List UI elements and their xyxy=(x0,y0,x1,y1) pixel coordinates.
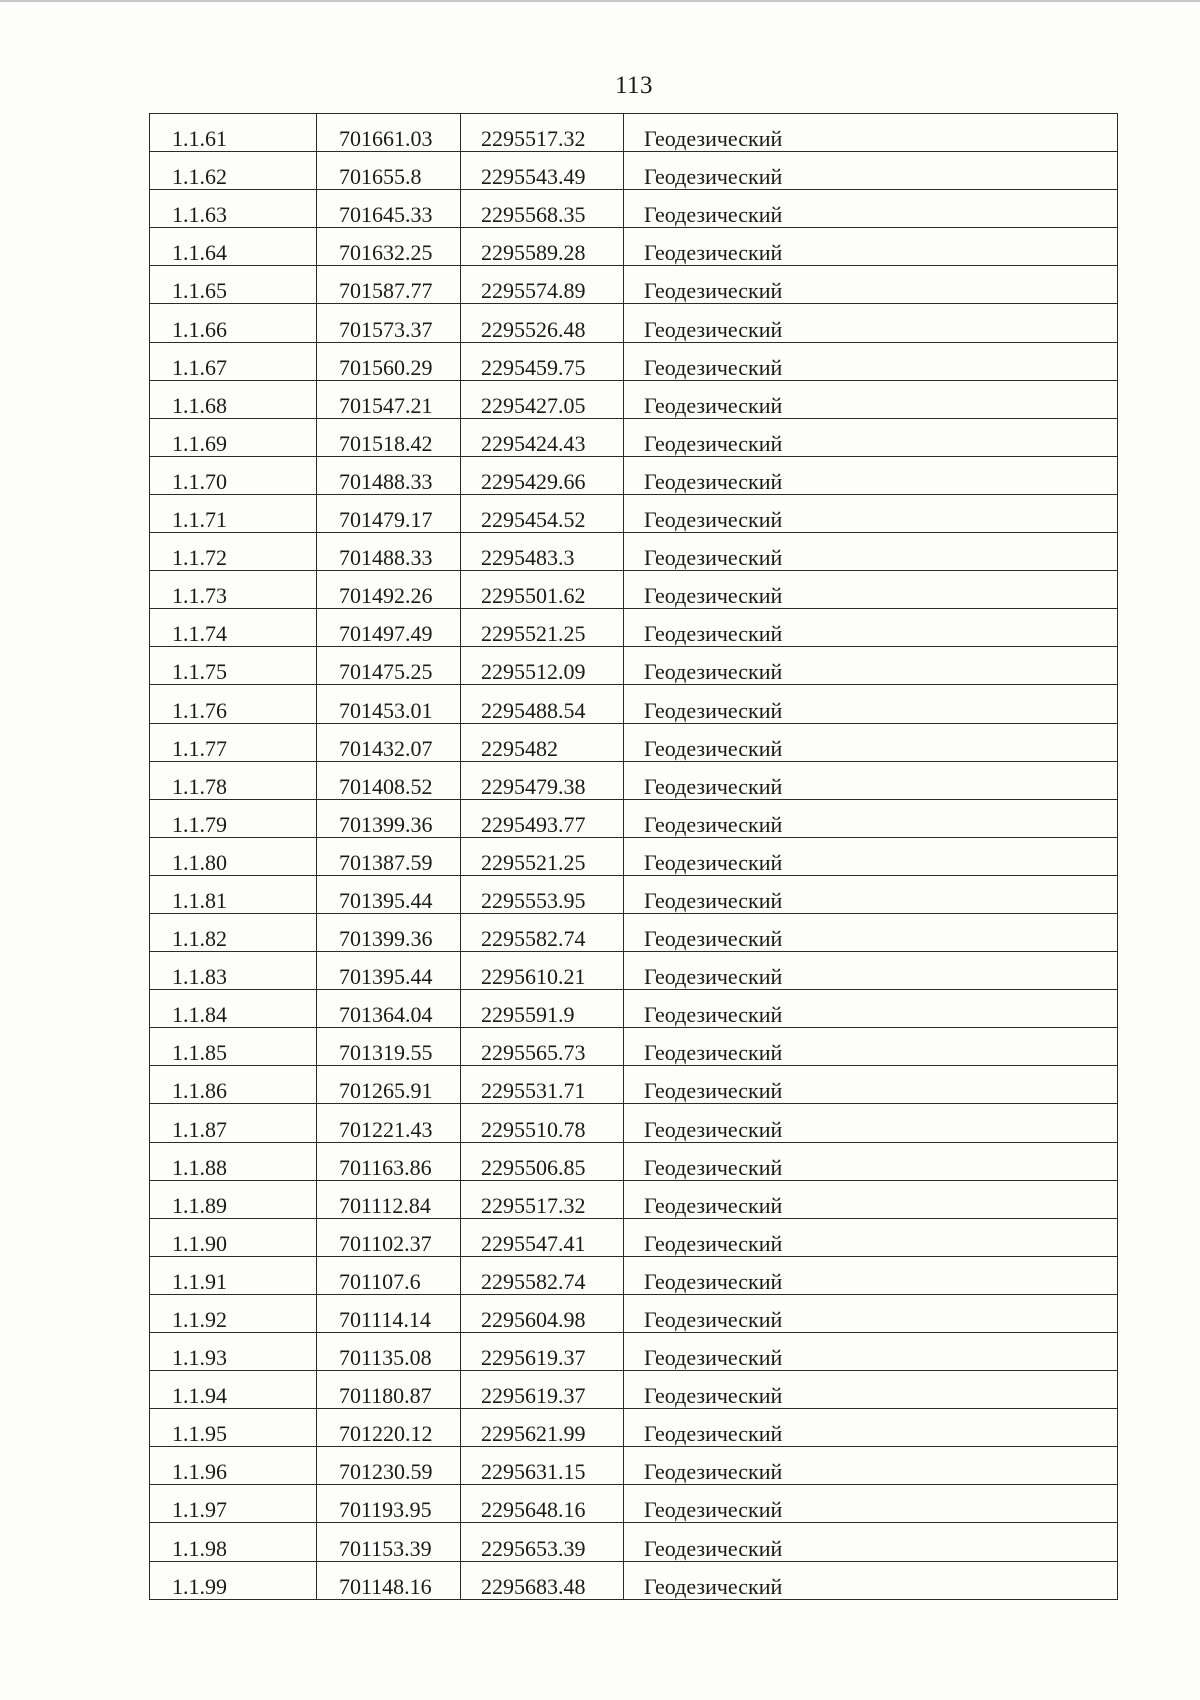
point-type-cell: Геодезический xyxy=(624,1218,1118,1256)
point-type-cell: Геодезический xyxy=(624,761,1118,799)
x-coordinate-cell: 701220.12 xyxy=(317,1409,461,1447)
point-number-cell: 1.1.66 xyxy=(150,304,317,342)
point-number-cell: 1.1.75 xyxy=(150,647,317,685)
x-coordinate-cell: 701114.14 xyxy=(317,1294,461,1332)
point-number-cell: 1.1.61 xyxy=(150,114,317,152)
point-type-cell: Геодезический xyxy=(624,190,1118,228)
x-coordinate-cell: 701319.55 xyxy=(317,1028,461,1066)
point-type-cell: Геодезический xyxy=(624,685,1118,723)
point-number-cell: 1.1.85 xyxy=(150,1028,317,1066)
y-coordinate-cell: 2295512.09 xyxy=(461,647,624,685)
y-coordinate-cell: 2295521.25 xyxy=(461,609,624,647)
y-coordinate-cell: 2295619.37 xyxy=(461,1371,624,1409)
point-type-cell: Геодезический xyxy=(624,1333,1118,1371)
x-coordinate-cell: 701230.59 xyxy=(317,1447,461,1485)
y-coordinate-cell: 2295501.62 xyxy=(461,571,624,609)
point-number-cell: 1.1.95 xyxy=(150,1409,317,1447)
table-row xyxy=(150,761,1118,799)
x-coordinate-cell: 701221.43 xyxy=(317,1104,461,1142)
point-type-cell: Геодезический xyxy=(624,1409,1118,1447)
x-coordinate-cell: 701107.6 xyxy=(317,1256,461,1294)
point-number-cell: 1.1.72 xyxy=(150,533,317,571)
point-type-cell: Геодезический xyxy=(624,380,1118,418)
x-coordinate-cell: 701632.25 xyxy=(317,228,461,266)
y-coordinate-cell: 2295547.41 xyxy=(461,1218,624,1256)
point-number-cell: 1.1.84 xyxy=(150,990,317,1028)
y-coordinate-cell: 2295574.89 xyxy=(461,266,624,304)
x-coordinate-cell: 701102.37 xyxy=(317,1218,461,1256)
page-number: 113 xyxy=(614,72,654,99)
point-number-cell: 1.1.97 xyxy=(150,1485,317,1523)
x-coordinate-cell: 701408.52 xyxy=(317,761,461,799)
table-row xyxy=(150,875,1118,913)
x-coordinate-cell: 701518.42 xyxy=(317,418,461,456)
point-number-cell: 1.1.77 xyxy=(150,723,317,761)
y-coordinate-cell: 2295521.25 xyxy=(461,837,624,875)
table-row xyxy=(150,1104,1118,1142)
point-type-cell: Геодезический xyxy=(624,533,1118,571)
x-coordinate-cell: 701399.36 xyxy=(317,913,461,951)
table-row xyxy=(150,685,1118,723)
point-number-cell: 1.1.87 xyxy=(150,1104,317,1142)
point-type-cell: Геодезический xyxy=(624,114,1118,152)
table-row xyxy=(150,990,1118,1028)
table-row xyxy=(150,1218,1118,1256)
point-number-cell: 1.1.86 xyxy=(150,1066,317,1104)
point-number-cell: 1.1.70 xyxy=(150,456,317,494)
point-number-cell: 1.1.80 xyxy=(150,837,317,875)
table-row xyxy=(150,190,1118,228)
point-number-cell: 1.1.62 xyxy=(150,152,317,190)
y-coordinate-cell: 2295591.9 xyxy=(461,990,624,1028)
point-number-cell: 1.1.90 xyxy=(150,1218,317,1256)
table-row xyxy=(150,456,1118,494)
table-row xyxy=(150,913,1118,951)
y-coordinate-cell: 2295517.32 xyxy=(461,1180,624,1218)
table-row xyxy=(150,1180,1118,1218)
point-type-cell: Геодезический xyxy=(624,456,1118,494)
coordinates-table-body xyxy=(150,114,1118,1600)
point-type-cell: Геодезический xyxy=(624,152,1118,190)
point-type-cell: Геодезический xyxy=(624,1294,1118,1332)
x-coordinate-cell: 701587.77 xyxy=(317,266,461,304)
table-row xyxy=(150,533,1118,571)
x-coordinate-cell: 701153.39 xyxy=(317,1523,461,1561)
table-row xyxy=(150,571,1118,609)
y-coordinate-cell: 2295568.35 xyxy=(461,190,624,228)
x-coordinate-cell: 701475.25 xyxy=(317,647,461,685)
y-coordinate-cell: 2295553.95 xyxy=(461,875,624,913)
point-number-cell: 1.1.78 xyxy=(150,761,317,799)
y-coordinate-cell: 2295683.48 xyxy=(461,1561,624,1599)
point-number-cell: 1.1.79 xyxy=(150,799,317,837)
y-coordinate-cell: 2295604.98 xyxy=(461,1294,624,1332)
table-row xyxy=(150,1142,1118,1180)
y-coordinate-cell: 2295653.39 xyxy=(461,1523,624,1561)
y-coordinate-cell: 2295531.71 xyxy=(461,1066,624,1104)
point-number-cell: 1.1.94 xyxy=(150,1371,317,1409)
point-type-cell: Геодезический xyxy=(624,723,1118,761)
point-number-cell: 1.1.71 xyxy=(150,494,317,532)
table-row xyxy=(150,837,1118,875)
point-type-cell: Геодезический xyxy=(624,1485,1118,1523)
table-row xyxy=(150,1028,1118,1066)
y-coordinate-cell: 2295483.3 xyxy=(461,533,624,571)
point-type-cell: Геодезический xyxy=(624,304,1118,342)
y-coordinate-cell: 2295493.77 xyxy=(461,799,624,837)
x-coordinate-cell: 701399.36 xyxy=(317,799,461,837)
point-number-cell: 1.1.83 xyxy=(150,952,317,990)
point-type-cell: Геодезический xyxy=(624,1523,1118,1561)
point-number-cell: 1.1.64 xyxy=(150,228,317,266)
table-row xyxy=(150,342,1118,380)
table-row xyxy=(150,1561,1118,1599)
point-number-cell: 1.1.67 xyxy=(150,342,317,380)
x-coordinate-cell: 701432.07 xyxy=(317,723,461,761)
point-type-cell: Геодезический xyxy=(624,1104,1118,1142)
point-type-cell: Геодезический xyxy=(624,799,1118,837)
x-coordinate-cell: 701479.17 xyxy=(317,494,461,532)
table-row xyxy=(150,609,1118,647)
y-coordinate-cell: 2295517.32 xyxy=(461,114,624,152)
table-row xyxy=(150,494,1118,532)
point-number-cell: 1.1.74 xyxy=(150,609,317,647)
table-row xyxy=(150,266,1118,304)
table-row xyxy=(150,114,1118,152)
point-number-cell: 1.1.92 xyxy=(150,1294,317,1332)
x-coordinate-cell: 701645.33 xyxy=(317,190,461,228)
point-number-cell: 1.1.69 xyxy=(150,418,317,456)
x-coordinate-cell: 701148.16 xyxy=(317,1561,461,1599)
point-number-cell: 1.1.99 xyxy=(150,1561,317,1599)
point-type-cell: Геодезический xyxy=(624,837,1118,875)
x-coordinate-cell: 701453.01 xyxy=(317,685,461,723)
table-row xyxy=(150,799,1118,837)
point-type-cell: Геодезический xyxy=(624,1066,1118,1104)
x-coordinate-cell: 701573.37 xyxy=(317,304,461,342)
y-coordinate-cell: 2295610.21 xyxy=(461,952,624,990)
point-type-cell: Геодезический xyxy=(624,1447,1118,1485)
point-type-cell: Геодезический xyxy=(624,1180,1118,1218)
point-number-cell: 1.1.76 xyxy=(150,685,317,723)
x-coordinate-cell: 701180.87 xyxy=(317,1371,461,1409)
x-coordinate-cell: 701560.29 xyxy=(317,342,461,380)
x-coordinate-cell: 701488.33 xyxy=(317,456,461,494)
table-row xyxy=(150,304,1118,342)
point-type-cell: Геодезический xyxy=(624,952,1118,990)
point-type-cell: Геодезический xyxy=(624,571,1118,609)
point-type-cell: Геодезический xyxy=(624,418,1118,456)
y-coordinate-cell: 2295459.75 xyxy=(461,342,624,380)
point-number-cell: 1.1.73 xyxy=(150,571,317,609)
x-coordinate-cell: 701395.44 xyxy=(317,952,461,990)
point-number-cell: 1.1.98 xyxy=(150,1523,317,1561)
y-coordinate-cell: 2295482 xyxy=(461,723,624,761)
point-number-cell: 1.1.96 xyxy=(150,1447,317,1485)
table-row xyxy=(150,1333,1118,1371)
y-coordinate-cell: 2295619.37 xyxy=(461,1333,624,1371)
point-type-cell: Геодезический xyxy=(624,913,1118,951)
table-row xyxy=(150,647,1118,685)
y-coordinate-cell: 2295429.66 xyxy=(461,456,624,494)
point-number-cell: 1.1.89 xyxy=(150,1180,317,1218)
table-row xyxy=(150,1523,1118,1561)
x-coordinate-cell: 701265.91 xyxy=(317,1066,461,1104)
y-coordinate-cell: 2295582.74 xyxy=(461,1256,624,1294)
y-coordinate-cell: 2295488.54 xyxy=(461,685,624,723)
y-coordinate-cell: 2295510.78 xyxy=(461,1104,624,1142)
y-coordinate-cell: 2295582.74 xyxy=(461,913,624,951)
x-coordinate-cell: 701364.04 xyxy=(317,990,461,1028)
x-coordinate-cell: 701497.49 xyxy=(317,609,461,647)
table-row xyxy=(150,952,1118,990)
y-coordinate-cell: 2295506.85 xyxy=(461,1142,624,1180)
point-type-cell: Геодезический xyxy=(624,228,1118,266)
table-row xyxy=(150,228,1118,266)
page-top-edge xyxy=(0,0,1200,2)
x-coordinate-cell: 701163.86 xyxy=(317,1142,461,1180)
point-type-cell: Геодезический xyxy=(624,609,1118,647)
point-type-cell: Геодезический xyxy=(624,1142,1118,1180)
y-coordinate-cell: 2295454.52 xyxy=(461,494,624,532)
point-number-cell: 1.1.63 xyxy=(150,190,317,228)
coordinates-table xyxy=(149,113,1118,1600)
point-type-cell: Геодезический xyxy=(624,647,1118,685)
x-coordinate-cell: 701547.21 xyxy=(317,380,461,418)
x-coordinate-cell: 701488.33 xyxy=(317,533,461,571)
point-number-cell: 1.1.68 xyxy=(150,380,317,418)
point-type-cell: Геодезический xyxy=(624,1256,1118,1294)
table-row xyxy=(150,1447,1118,1485)
x-coordinate-cell: 701655.8 xyxy=(317,152,461,190)
y-coordinate-cell: 2295427.05 xyxy=(461,380,624,418)
table-row xyxy=(150,1409,1118,1447)
x-coordinate-cell: 701492.26 xyxy=(317,571,461,609)
y-coordinate-cell: 2295565.73 xyxy=(461,1028,624,1066)
table-row xyxy=(150,1371,1118,1409)
point-number-cell: 1.1.82 xyxy=(150,913,317,951)
y-coordinate-cell: 2295648.16 xyxy=(461,1485,624,1523)
y-coordinate-cell: 2295479.38 xyxy=(461,761,624,799)
point-number-cell: 1.1.93 xyxy=(150,1333,317,1371)
point-type-cell: Геодезический xyxy=(624,266,1118,304)
point-type-cell: Геодезический xyxy=(624,1028,1118,1066)
table-row xyxy=(150,723,1118,761)
point-type-cell: Геодезический xyxy=(624,1371,1118,1409)
x-coordinate-cell: 701193.95 xyxy=(317,1485,461,1523)
y-coordinate-cell: 2295526.48 xyxy=(461,304,624,342)
table-row xyxy=(150,1066,1118,1104)
table-row xyxy=(150,1485,1118,1523)
x-coordinate-cell: 701661.03 xyxy=(317,114,461,152)
y-coordinate-cell: 2295424.43 xyxy=(461,418,624,456)
point-number-cell: 1.1.88 xyxy=(150,1142,317,1180)
y-coordinate-cell: 2295631.15 xyxy=(461,1447,624,1485)
table-row xyxy=(150,380,1118,418)
x-coordinate-cell: 701135.08 xyxy=(317,1333,461,1371)
x-coordinate-cell: 701387.59 xyxy=(317,837,461,875)
x-coordinate-cell: 701395.44 xyxy=(317,875,461,913)
x-coordinate-cell: 701112.84 xyxy=(317,1180,461,1218)
table-row xyxy=(150,1294,1118,1332)
y-coordinate-cell: 2295543.49 xyxy=(461,152,624,190)
point-type-cell: Геодезический xyxy=(624,342,1118,380)
point-number-cell: 1.1.65 xyxy=(150,266,317,304)
point-type-cell: Геодезический xyxy=(624,494,1118,532)
point-type-cell: Геодезический xyxy=(624,875,1118,913)
point-number-cell: 1.1.91 xyxy=(150,1256,317,1294)
point-type-cell: Геодезический xyxy=(624,1561,1118,1599)
point-number-cell: 1.1.81 xyxy=(150,875,317,913)
table-row xyxy=(150,1256,1118,1294)
table-row xyxy=(150,152,1118,190)
table-row xyxy=(150,418,1118,456)
point-type-cell: Геодезический xyxy=(624,990,1118,1028)
y-coordinate-cell: 2295589.28 xyxy=(461,228,624,266)
y-coordinate-cell: 2295621.99 xyxy=(461,1409,624,1447)
